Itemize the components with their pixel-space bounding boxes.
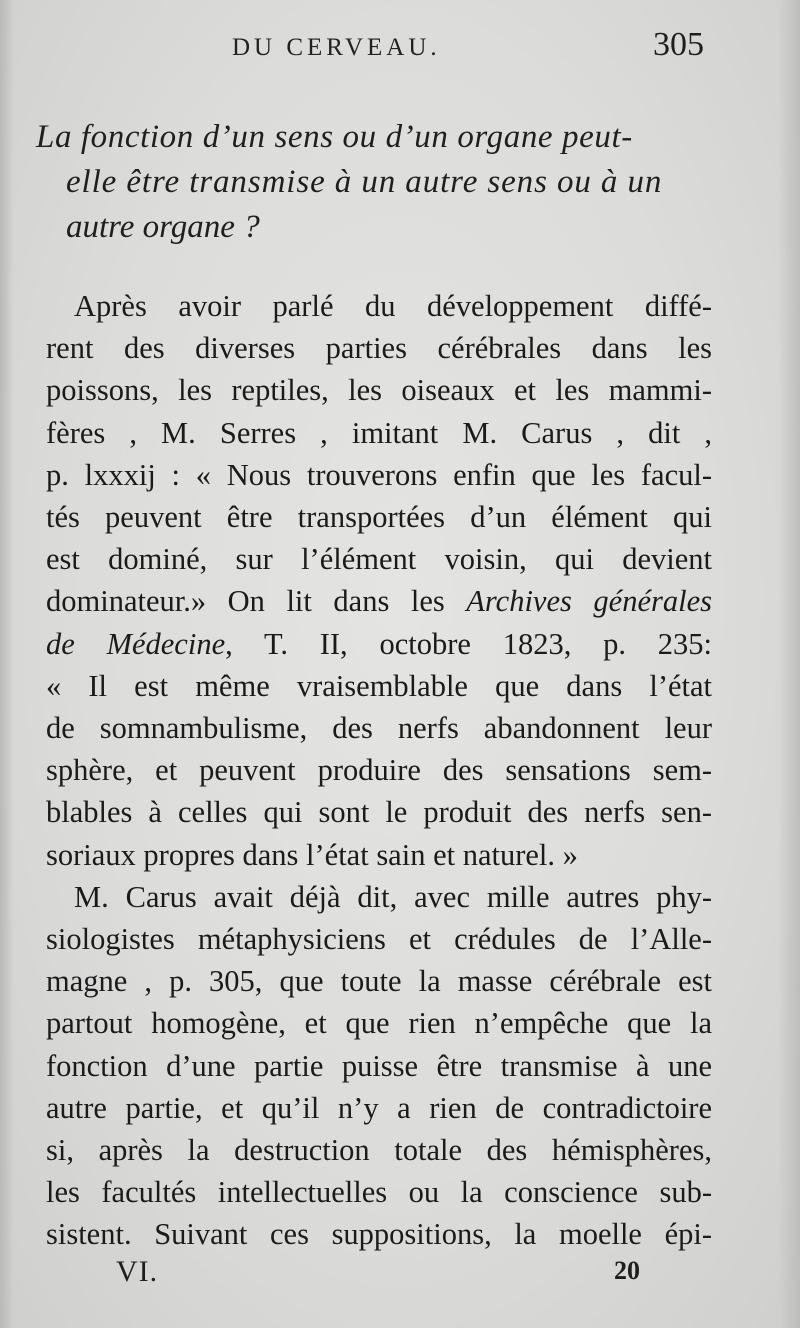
signature-number: 20 [614,1256,640,1285]
journal-title: Archives générales [466,584,712,619]
text-line: M. Carus avait déjà dit, avec mille autres phy- [74,879,712,914]
text-line: tés peuvent être transportées d’un élément qui [46,500,712,535]
text-line: fonction d’une partie puisse être transmise à une [46,1048,712,1083]
text-line: « Il est même vraisemblable que dans l’état [46,668,712,703]
text-line: siologistes métaphysiciens et crédules de l’Alle- [46,922,712,957]
running-title: DU CERVEAU. [232,34,441,61]
section-question-heading [36,115,716,250]
journal-title-continued: de Médecine [46,626,226,661]
signature-mark: VI. [116,1255,159,1288]
text-segment: dominateur.» On lit dans les [46,584,467,619]
text-line: sistent. Suivant ces suppositions, la moelle épi- [46,1217,712,1252]
text-line: fères , M. Serres , imitant M. Carus , dit , [46,415,712,450]
text-line: poissons, les reptiles, les oiseaux et les mammi- [46,373,712,408]
text-line: sphère, et peuvent produire des sensations sem- [46,753,712,788]
question-line: La fonction d’un sens ou d’un organe peut- [36,119,633,155]
text-segment: , T. II, octobre 1823, p. 235: [225,626,712,661]
question-line: autre organe ? [66,209,260,245]
text-line: blables à celles qui sont le produit des nerfs sen- [46,795,712,830]
text-line: magne , p. 305, que toute la masse cérébrale est [46,964,712,999]
page-edge-shadow-right [778,0,800,1328]
text-line: si, après la destruction totale des hémisphères, [46,1133,712,1168]
text-line [46,623,712,665]
question-line: elle être transmise à un autre sens ou à un [66,164,663,200]
text-line: soriaux propres dans l’état sain et naturel. » [46,837,578,872]
text-line: rent des diverses parties cérébrales dans les [46,331,712,366]
text-line: autre partie, et qu’il n’y a rien de contradictoire [46,1090,712,1125]
text-line: de somnambulisme, des nerfs abandonnent leur [46,711,712,746]
page-edge-shadow-left [0,0,14,1328]
text-line: Après avoir parlé du développement diffé- [74,289,712,323]
text-line: p. lxxxij : « Nous trouverons enfin que les facul- [46,457,712,492]
text-line: partout homogène, et que rien n’empêche que la [46,1006,712,1041]
text-line: les facultés intellectuelles ou la conscience sub- [46,1175,712,1210]
text-line: est dominé, sur l’élément voisin, qui devient [46,542,712,577]
page-number: 305 [653,26,704,63]
body-text [46,285,712,1256]
text-line [46,580,712,622]
